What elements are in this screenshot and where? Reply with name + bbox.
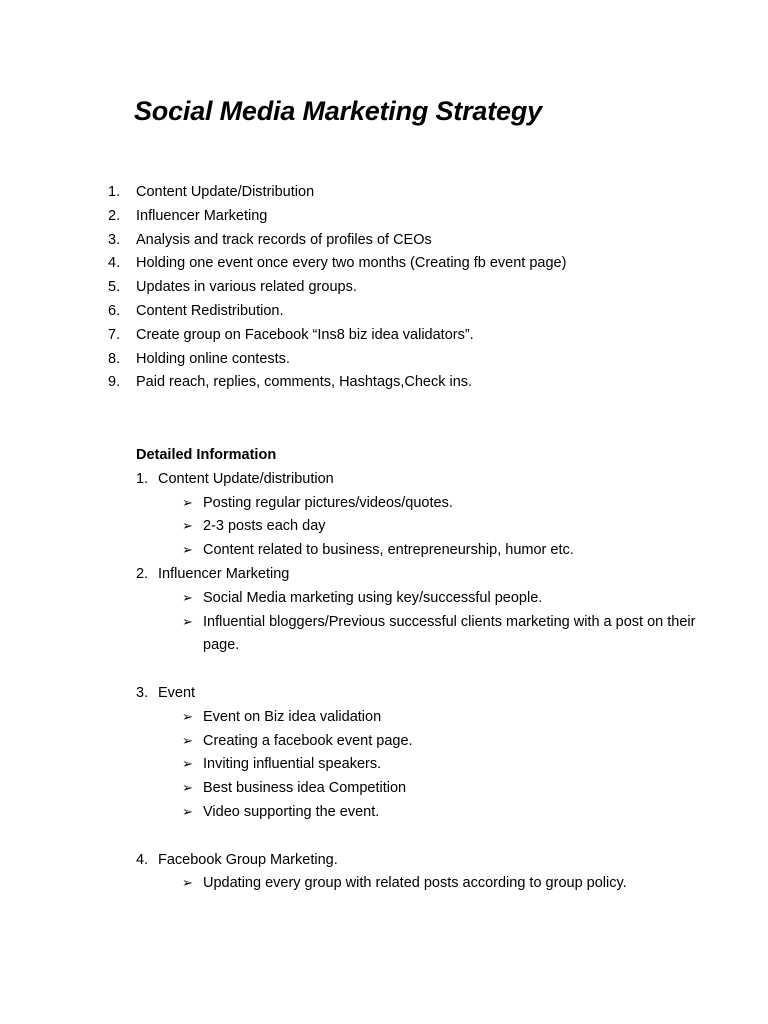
bullet-item: [136, 801, 733, 825]
arrowhead-bullet-icon: ➢: [182, 543, 193, 559]
list-item: [108, 276, 566, 300]
strategy-summary-list: [108, 181, 566, 395]
detail-section: [136, 682, 733, 825]
bullet-item: [136, 753, 733, 777]
list-item: [108, 324, 566, 348]
detail-section: [136, 468, 733, 563]
section-title-text: Influencer Marketing: [158, 565, 290, 582]
section-title: [136, 563, 733, 587]
item-number: 9.: [108, 374, 121, 391]
arrowhead-bullet-icon: ➢: [182, 709, 193, 725]
item-text: Influencer Marketing: [136, 207, 268, 224]
arrowhead-bullet-icon: ➢: [182, 781, 193, 797]
bullet-list: [136, 587, 733, 658]
item-number: 7.: [108, 326, 121, 343]
bullet-item: [136, 587, 733, 611]
list-item: [108, 371, 566, 395]
item-text: Content Redistribution.: [136, 302, 284, 319]
detail-section: [136, 849, 733, 897]
bullet-item: [136, 777, 733, 801]
item-text: Updates in various related groups.: [136, 279, 357, 296]
spacer: [136, 658, 733, 682]
arrowhead-bullet-icon: ➢: [182, 495, 193, 511]
section-title-text: Facebook Group Marketing.: [158, 851, 338, 868]
list-item: [108, 205, 566, 229]
arrowhead-bullet-icon: ➢: [182, 757, 193, 773]
list-item: [108, 229, 566, 253]
bullet-text: 2-3 posts each day: [203, 518, 326, 535]
section-title: [136, 468, 733, 492]
list-item: [108, 252, 566, 276]
item-text: Content Update/Distribution: [136, 184, 315, 200]
arrowhead-bullet-icon: ➢: [182, 519, 193, 535]
spacer: [136, 825, 733, 849]
section-heading: Detailed Information: [136, 447, 277, 463]
bullet-text: Event on Biz idea validation: [203, 708, 382, 725]
section-title-text: Content Update/distribution: [158, 470, 334, 487]
page-title: Social Media Marketing Strategy: [134, 96, 542, 126]
arrowhead-bullet-icon: ➢: [182, 733, 193, 749]
bullet-text: Updating every group with related posts according to group policy.: [203, 875, 627, 892]
bullet-list: [136, 706, 733, 825]
bullet-text: Creating a facebook event page.: [203, 732, 413, 749]
section-title: [136, 849, 733, 873]
section-number: 2.: [136, 565, 149, 582]
bullet-item: [136, 706, 733, 730]
item-number: 5.: [108, 279, 121, 296]
list-item: [108, 181, 566, 205]
bullet-text: Inviting influential speakers.: [203, 756, 382, 773]
section-number: 1.: [136, 470, 149, 487]
bullet-text: Video supporting the event.: [203, 803, 380, 820]
bullet-item: [136, 611, 733, 659]
list-item: [108, 348, 566, 372]
item-number: 6.: [108, 302, 121, 319]
section-number: 3.: [136, 684, 149, 701]
bullet-text: Content related to business, entrepreneurship, humor etc.: [203, 542, 574, 559]
item-number: 4.: [108, 255, 121, 272]
item-number: 3.: [108, 231, 121, 248]
item-number: 2.: [108, 207, 121, 224]
bullet-item: [136, 492, 733, 516]
item-text: Holding online contests.: [136, 350, 290, 367]
bullet-list: [136, 492, 733, 563]
section-title-text: Event: [158, 684, 196, 701]
item-text: Create group on Facebook “Ins8 biz idea validators”.: [136, 326, 474, 343]
item-text: Holding one event once every two months (Creating fb event page): [136, 255, 567, 272]
arrowhead-bullet-icon: ➢: [182, 614, 193, 630]
bullet-text: Posting regular pictures/videos/quotes.: [203, 494, 453, 511]
arrowhead-bullet-icon: ➢: [182, 804, 193, 820]
bullet-list: [136, 872, 733, 896]
bullet-item: [136, 515, 733, 539]
bullet-text: Best business idea Competition: [203, 780, 407, 797]
bullet-item: [136, 872, 733, 896]
bullet-item: [136, 730, 733, 754]
detail-section: [136, 563, 733, 658]
bullet-text: Influential bloggers/Previous successful clients marketing with a post on their page.: [203, 613, 696, 654]
list-item: [108, 300, 566, 324]
item-number: 8.: [108, 350, 121, 367]
item-text: Paid reach, replies, comments, Hashtags,Check ins.: [136, 374, 473, 391]
arrowhead-bullet-icon: ➢: [182, 876, 193, 892]
section-title: [136, 682, 733, 706]
section-number: 4.: [136, 851, 149, 868]
bullet-text: Social Media marketing using key/successful people.: [203, 589, 543, 606]
item-number: 1.: [108, 184, 121, 200]
bullet-item: [136, 539, 733, 563]
detailed-information: [136, 444, 733, 896]
item-text: Analysis and track records of profiles of CEOs: [136, 231, 432, 248]
arrowhead-bullet-icon: ➢: [182, 590, 193, 606]
